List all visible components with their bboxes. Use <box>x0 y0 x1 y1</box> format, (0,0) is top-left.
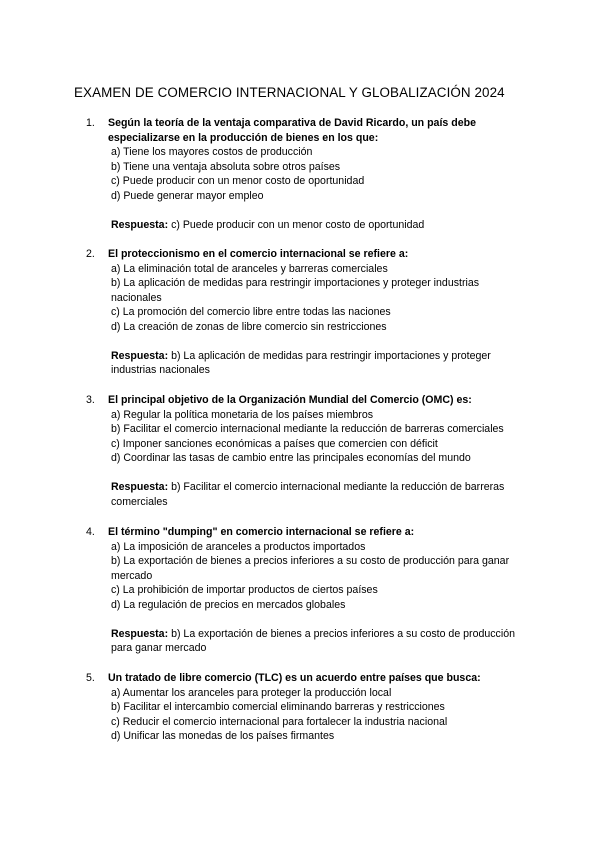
question-number: 2. <box>86 248 95 260</box>
answer <box>108 627 526 656</box>
question-stem: El principal objetivo de la Organización Mundial del Comercio (OMC) es: <box>108 394 472 406</box>
question-number: 4. <box>86 526 95 538</box>
option-a: a) La imposición de aranceles a productos importados <box>111 540 366 553</box>
question-3 <box>86 393 526 509</box>
question-2 <box>86 247 526 378</box>
question-number: 3. <box>86 394 95 406</box>
answer-label: Respuesta: <box>111 349 169 362</box>
option-a: a) La eliminación total de aranceles y barreras comerciales <box>111 262 388 275</box>
option-a: a) Aumentar los aranceles para proteger la producción local <box>111 686 392 699</box>
answer <box>108 218 526 233</box>
option-d: d) Coordinar las tasas de cambio entre las principales economías del mundo <box>111 452 471 465</box>
question-number: 5. <box>86 672 95 684</box>
question-stem: El término "dumping" en comercio internacional se refiere a: <box>108 526 415 538</box>
answer-label: Respuesta: <box>111 218 169 231</box>
option-c: c) Reducir el comercio internacional para fortalecer la industria nacional <box>111 715 448 728</box>
question-5 <box>86 671 526 744</box>
option-d: d) Puede generar mayor empleo <box>111 189 264 202</box>
answer <box>108 349 526 378</box>
option-b: b) La aplicación de medidas para restringir importaciones y proteger industrias nacionales <box>111 277 480 304</box>
exam-title: EXAMEN DE COMERCIO INTERNACIONAL Y GLOBALIZACIÓN 2024 <box>74 85 505 100</box>
question-1 <box>86 116 526 232</box>
option-b: b) Facilitar el intercambio comercial eliminando barreras y restricciones <box>111 701 445 714</box>
question-stem: El proteccionismo en el comercio internacional se refiere a: <box>108 248 409 260</box>
question-4 <box>86 525 526 656</box>
option-d: d) Unificar las monedas de los países firmantes <box>111 730 335 743</box>
option-a: a) Regular la política monetaria de los países miembros <box>111 408 374 421</box>
question-number: 1. <box>86 117 95 129</box>
answer-label: Respuesta: <box>111 627 169 640</box>
option-c: c) La prohibición de importar productos de ciertos países <box>111 584 378 597</box>
answer-text: b) La exportación de bienes a precios inferiores a su costo de producción para ganar mercado <box>111 627 515 655</box>
answer-text: c) Puede producir con un menor costo de oportunidad <box>171 218 425 231</box>
option-b: b) La exportación de bienes a precios inferiores a su costo de producción para ganar mercado <box>111 555 510 582</box>
answer-text: b) La aplicación de medidas para restringir importaciones y proteger industrias nacionales <box>111 349 491 377</box>
option-c: c) Imponer sanciones económicas a países que comercien con déficit <box>111 437 438 450</box>
option-c: c) Puede producir con un menor costo de oportunidad <box>111 175 365 188</box>
option-b: b) Tiene una ventaja absoluta sobre otros países <box>111 160 341 173</box>
answer <box>108 480 526 509</box>
option-d: d) La regulación de precios en mercados globales <box>111 598 346 611</box>
question-stem: Un tratado de libre comercio (TLC) es un acuerdo entre países que busca: <box>108 672 481 684</box>
option-b: b) Facilitar el comercio internacional mediante la reducción de barreras comerciales <box>111 423 504 436</box>
answer-label: Respuesta: <box>111 480 169 493</box>
option-c: c) La promoción del comercio libre entre todas las naciones <box>111 306 391 319</box>
question-stem: Según la teoría de la ventaja comparativa de David Ricardo, un país debe especializarse en la producción de bienes en los que: <box>108 117 476 144</box>
option-d: d) La creación de zonas de libre comercio sin restricciones <box>111 320 387 333</box>
answer-text: b) Facilitar el comercio internacional mediante la reducción de barreras comerciales <box>111 480 505 508</box>
option-a: a) Tiene los mayores costos de producción <box>111 146 313 159</box>
